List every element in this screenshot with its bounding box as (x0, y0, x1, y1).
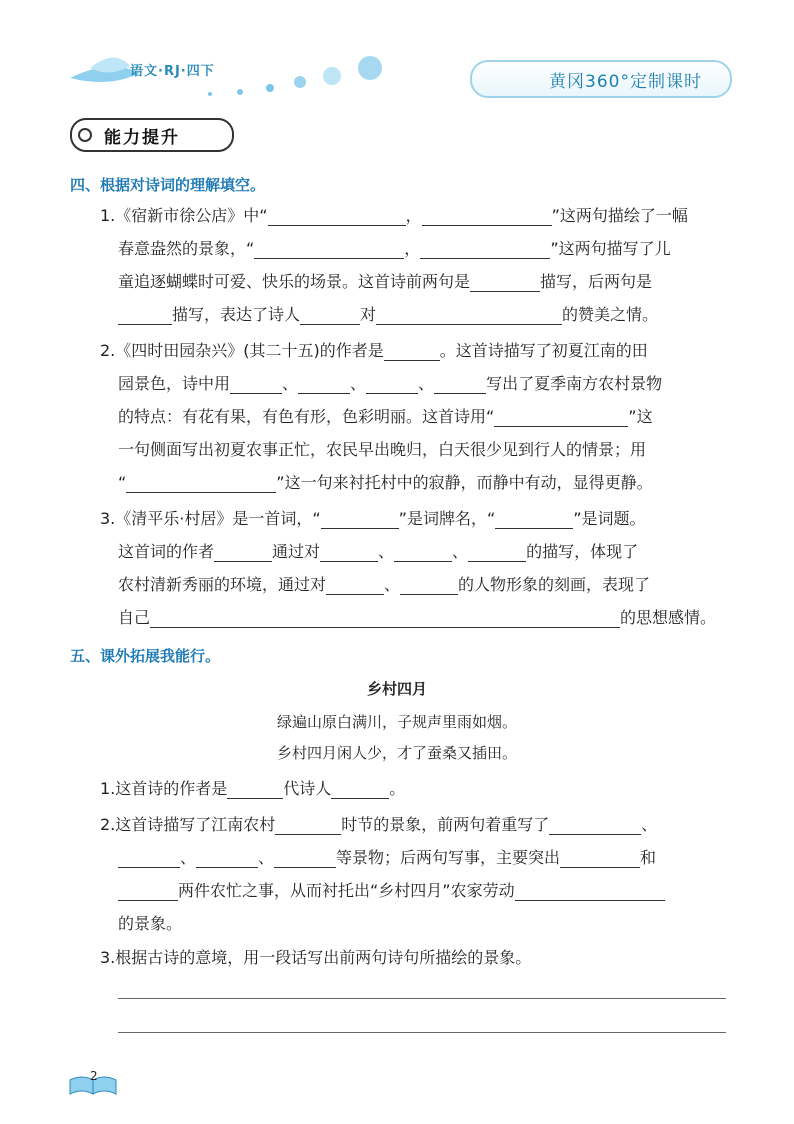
s5-q3: 3.根据古诗的意境，用一段话写出前两句诗句所描绘的景象。 (100, 948, 532, 967)
blank[interactable] (366, 375, 418, 394)
blank[interactable] (331, 780, 389, 799)
blank[interactable] (196, 849, 258, 868)
s5-q2-line4: 的景象。 (118, 914, 183, 933)
blank[interactable] (470, 273, 540, 292)
answer-line[interactable] (118, 998, 726, 999)
s5-q2-line3: 两件农忙之事，从而衬托出“乡村四月”农家劳动 (118, 878, 665, 901)
badge-ring-icon (78, 128, 92, 142)
q1-line1: 1.《宿新市徐公店》中“ ， ”这两句描绘了一幅 (100, 206, 688, 225)
blank[interactable] (298, 375, 350, 394)
q1-line2: 春意盎然的景象，“ ， ”这两句描写了儿 (118, 239, 671, 258)
blank[interactable] (118, 882, 178, 901)
blank[interactable] (320, 543, 378, 562)
s5-q1: 1.这首诗的作者是 代诗人 。 (100, 779, 406, 798)
section4-title: 四、根据对诗词的理解填空。 (70, 176, 266, 194)
q3-line4: 自己 的思想感情。 (118, 608, 717, 627)
blank[interactable] (420, 240, 550, 259)
section5-title: 五、课外拓展我能行。 (70, 647, 221, 665)
blank[interactable] (560, 849, 640, 868)
header-decoration (70, 48, 400, 98)
blank[interactable] (126, 474, 276, 493)
q2-line5: “ ”这一句来衬托村中的寂静，而静中有动，显得更静。 (118, 473, 653, 492)
blank[interactable] (300, 306, 360, 325)
s5-q2-line1: 2.这首诗描写了江南农村 时节的景象，前两句着重写了 、 (100, 815, 658, 834)
blank[interactable] (274, 849, 336, 868)
blank[interactable] (376, 306, 562, 325)
blank[interactable] (326, 576, 384, 595)
q2-line3: 的特点：有花有果，有色有形，色彩明丽。这首诗用“ ”这 (118, 407, 653, 426)
section-badge-text: 能力提升 (104, 128, 180, 148)
q1-line4: 描写，表达了诗人 对 的赞美之情。 (118, 302, 658, 325)
q3-line2: 这首词的作者 通过对 、 、 的描写，体现了 (118, 542, 639, 561)
s5-q2-line2: 、 、 等景物；后两句写事，主要突出 和 (118, 845, 656, 868)
blank[interactable] (150, 609, 620, 628)
blank[interactable] (422, 207, 552, 226)
blank[interactable] (118, 306, 172, 325)
blank[interactable] (275, 816, 341, 835)
blank[interactable] (227, 780, 283, 799)
blank[interactable] (400, 576, 458, 595)
blank[interactable] (494, 408, 628, 427)
blank[interactable] (384, 342, 440, 361)
q3-line3: 农村清新秀丽的环境，通过对 、 的人物形象的刻画，表现了 (118, 575, 651, 594)
blank[interactable] (268, 207, 406, 226)
q1-line3: 童追逐蝴蝶时可爱、快乐的场景。这首诗前两句是 描写，后两句是 (118, 272, 653, 291)
blank[interactable] (214, 543, 272, 562)
blank[interactable] (468, 543, 526, 562)
poem-line1: 绿遍山原白满川，子规声里雨如烟。 (276, 713, 517, 731)
q2-line2: 园景色，诗中用 、 、 、 写出了夏季南方农村景物 (118, 374, 663, 393)
blank[interactable] (254, 240, 404, 259)
answer-line[interactable] (118, 1032, 726, 1033)
blank[interactable] (321, 510, 399, 529)
q2-line1: 2.《四时田园杂兴》(其二十五)的作者是 。这首诗描写了初夏江南的田 (100, 341, 648, 360)
subject-label: 语文·RJ·四下 (130, 64, 215, 79)
blank[interactable] (549, 816, 641, 835)
blank[interactable] (394, 543, 452, 562)
blank[interactable] (118, 849, 180, 868)
brand-title: 黄冈360°定制课时 (549, 72, 702, 92)
blank[interactable] (515, 882, 665, 901)
poem-line2: 乡村四月闲人少，才了蚕桑又插田。 (276, 744, 517, 762)
q2-line4: 一句侧面写出初夏农事正忙，农民早出晚归，白天很少见到行人的情景；用 (118, 440, 647, 459)
blank[interactable] (495, 510, 573, 529)
blank[interactable] (230, 375, 282, 394)
poem-title: 乡村四月 (366, 680, 427, 698)
blank[interactable] (434, 375, 486, 394)
page-number: 2 (90, 1069, 98, 1083)
q3-line1: 3.《清平乐·村居》是一首词，“ ”是词牌名，“ ”是词题。 (100, 509, 646, 528)
